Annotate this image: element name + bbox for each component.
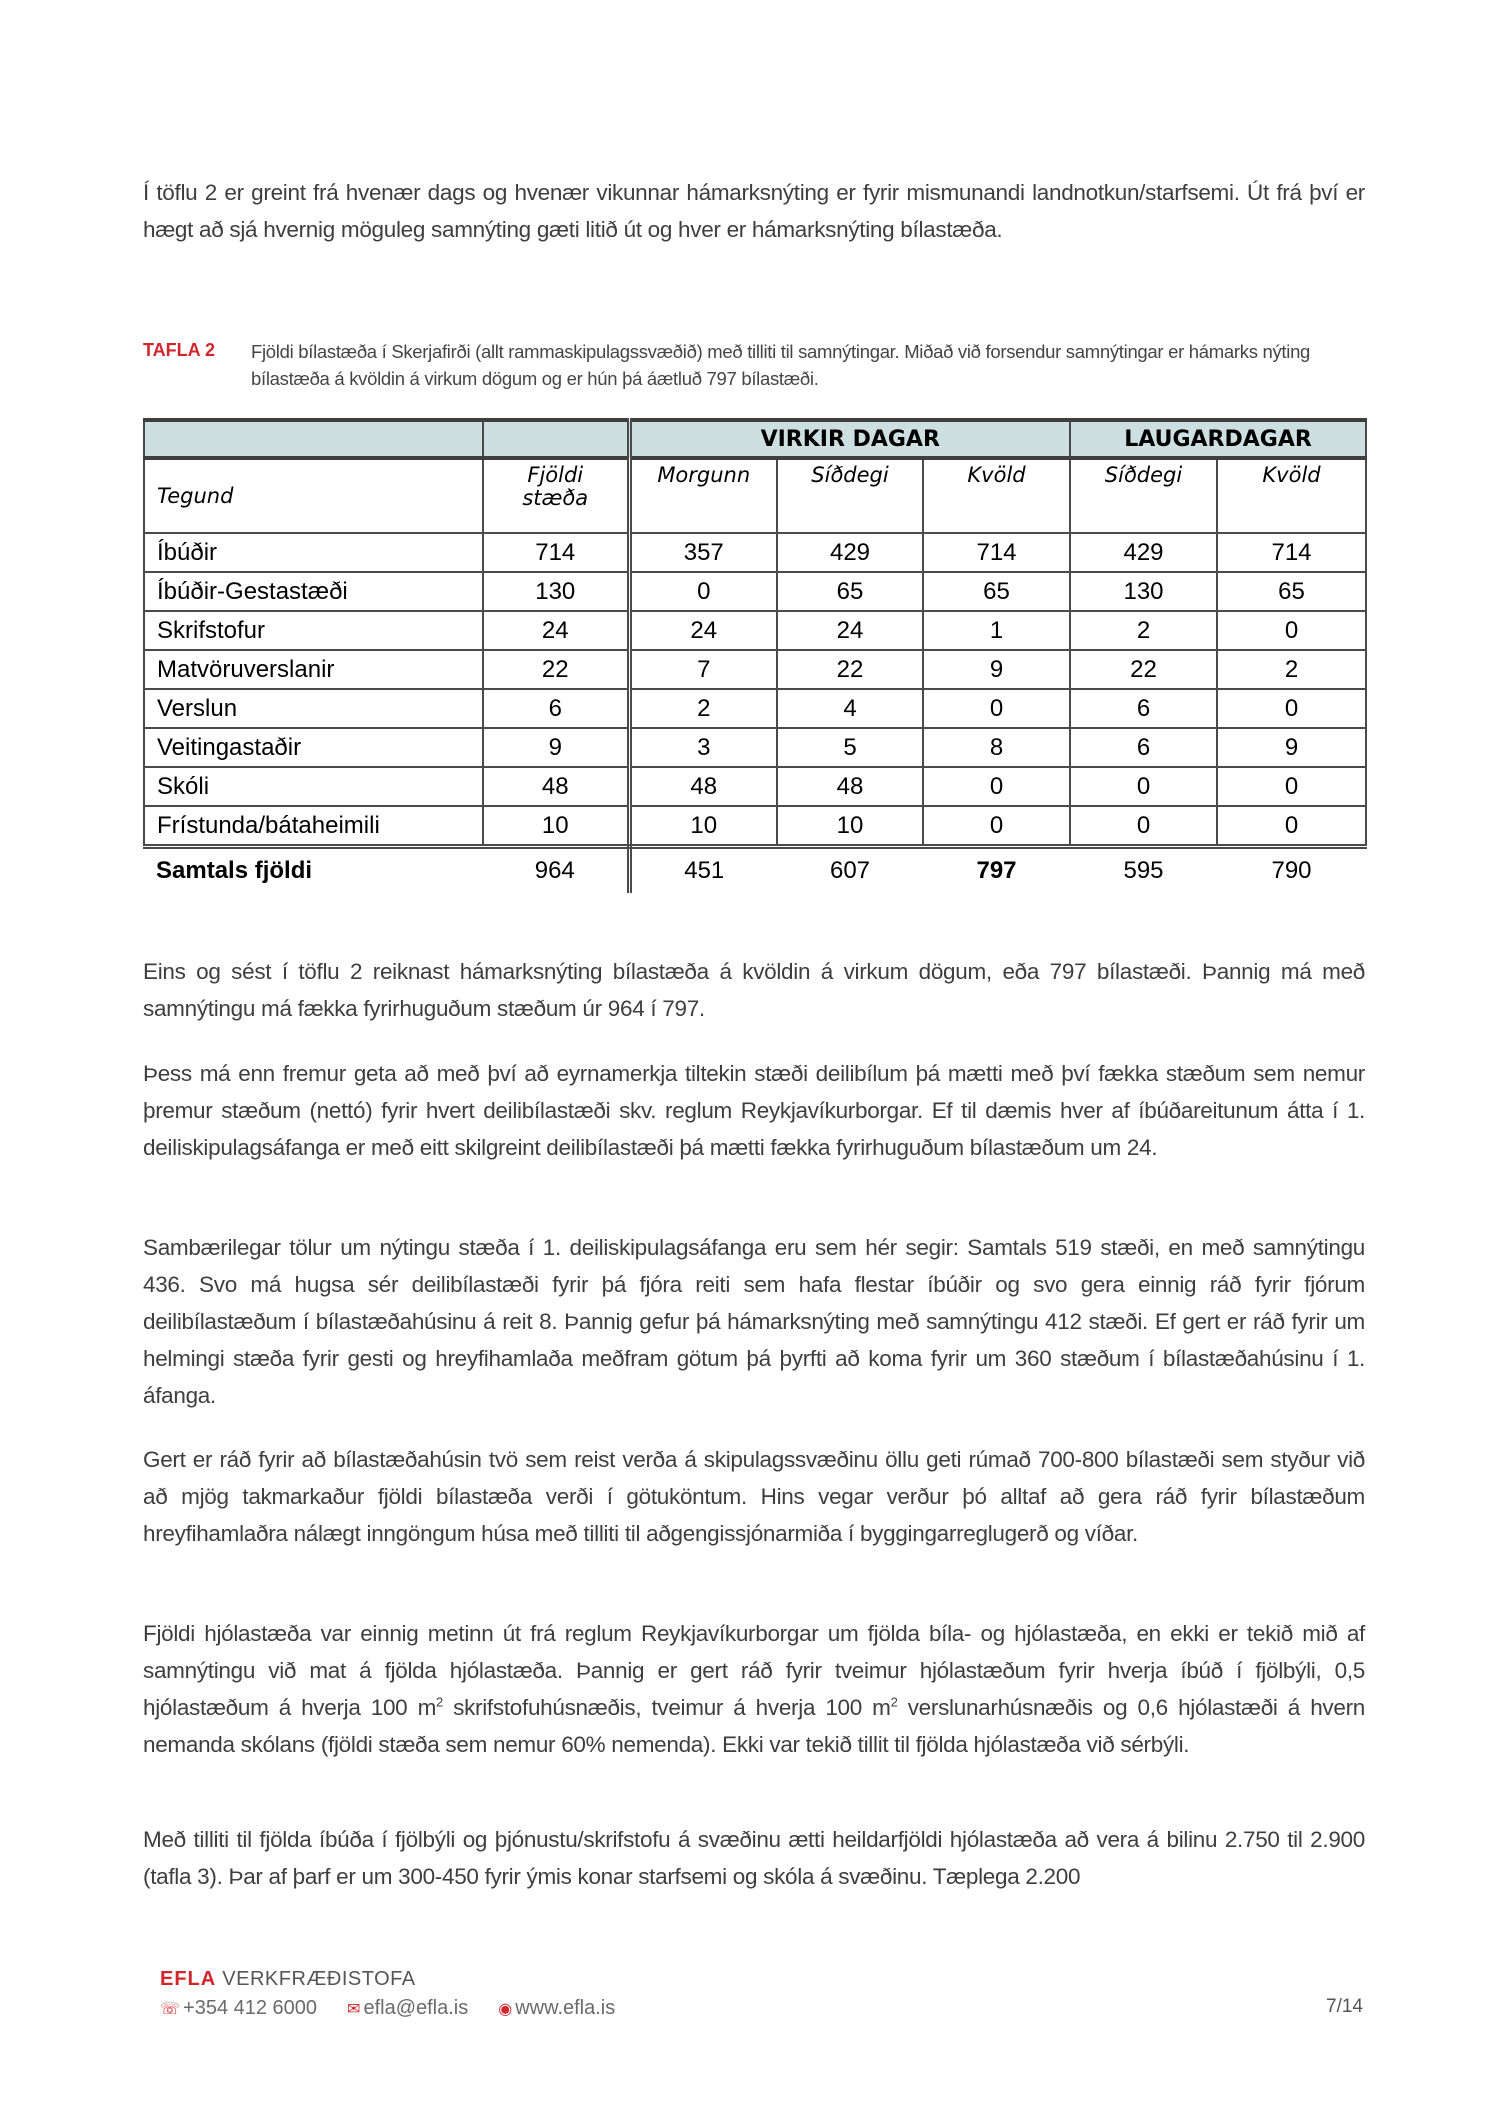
total-wd-evening: 797 [976,857,1017,884]
cell-wd-evening: 9 [923,650,1070,689]
cell-type: Matvöruverslanir [144,650,483,689]
header-sat-evening: Kvöld [1217,458,1366,533]
group-header-row [144,420,1366,458]
cell-sat-afternoon: 6 [1070,689,1217,728]
header-type: Tegund [144,458,483,533]
envelope-icon: ✉ [347,2001,361,2018]
header-wd-evening: Kvöld [923,458,1070,533]
cell-sat-afternoon: 22 [1070,650,1217,689]
cell-wd-morning: 3 [629,728,777,767]
phone-icon: ☏ [160,2001,181,2018]
table-row [144,767,1366,806]
cell-count: 48 [483,767,629,806]
table-row [144,650,1366,689]
cell-wd-evening: 0 [923,689,1070,728]
cell-wd-morning: 10 [629,806,777,847]
total-sat-evening: 790 [1271,857,1312,884]
cell-sat-afternoon: 130 [1070,572,1217,611]
column-header-row [144,458,1366,533]
cell-sat-evening: 0 [1217,611,1366,650]
header-wd-afternoon: Síðdegi [777,458,923,533]
cell-count: 9 [483,728,629,767]
header-count-line1: Fjöldi [527,463,584,487]
paragraph-4: Gert er ráð fyrir að bílastæðahúsin tvö sem reist verða á skipulagssvæðinu öllu geti rúmað 700-800 bílastæði sem styður við að mjög takmarkaður fjöldi bílastæða verði í götuköntum. Hins vegar verður þó alltaf að gera ráð fyrir bílastæðum hreyfihamlaðra nálægt inngöngum húsa með tilliti til aðgengissjónarmiða í byggingarreglugerð og víðar. [143,1447,1365,1546]
cell-count: 10 [483,806,629,847]
cell-type: Íbúðir-Gestastæði [144,572,483,611]
cell-wd-afternoon: 48 [777,767,923,806]
cell-sat-evening: 0 [1217,689,1366,728]
email-link[interactable]: efla@efla.is [363,1997,469,2019]
cell-wd-morning: 7 [629,650,777,689]
cell-wd-evening: 0 [923,767,1070,806]
header-count-line2: stæða [522,486,589,510]
paragraph-1: Eins og sést í töflu 2 reiknast hámarksnýting bílastæða á kvöldin á virkum dögum, eða 797 bílastæði. Þannig má með samnýtingu má fækka fyrirhuguðum stæðum úr 964 í 797. [143,959,1365,1021]
contact-row [160,1997,615,2020]
page-footer [160,1968,615,2020]
cell-count: 714 [483,533,629,572]
globe-icon: ◉ [498,2001,513,2018]
cell-count: 130 [483,572,629,611]
cell-sat-evening: 9 [1217,728,1366,767]
cell-wd-evening: 714 [923,533,1070,572]
paragraph-6: Með tilliti til fjölda íbúða í fjölbýli og þjónustu/skrifstofu á svæðinu ætti heildarfjöldi hjólastæða að vera á bilinu 2.750 til 2.900 (tafla 3). Þar af þarf er um 300-450 fyrir ýmis konar starfsemi og skóla á svæðinu. Tæplega 2.200 [143,1827,1365,1889]
table-row [144,728,1366,767]
company-name: VERKFRÆÐISTOFA [216,1968,416,1990]
cell-sat-evening: 714 [1217,533,1366,572]
total-sat-afternoon: 595 [1123,857,1164,884]
total-wd-afternoon: 607 [829,857,871,884]
cell-sat-evening: 2 [1217,650,1366,689]
cell-count: 22 [483,650,629,689]
cell-wd-evening: 0 [923,806,1070,847]
cell-sat-afternoon: 0 [1070,767,1217,806]
header-sat-afternoon: Síðdegi [1070,458,1217,533]
company-brand [160,1968,615,1991]
cell-wd-afternoon: 5 [777,728,923,767]
phone-number: +354 412 6000 [183,1997,318,2019]
group-header-empty [144,420,483,458]
intro-paragraph: Í töflu 2 er greint frá hvenær dags og hvenær vikunnar hámarksnýting er fyrir mismunandi landnotkun/starfsemi. Út frá því er hægt að sjá hvernig möguleg samnýting gæti litið út og hver er hámarksnýting bílastæða. [143,180,1365,242]
cell-wd-afternoon: 429 [777,533,923,572]
cell-sat-evening: 0 [1217,767,1366,806]
cell-sat-afternoon: 0 [1070,806,1217,847]
paragraph-5-part-b: skrifstofuhúsnæðis, tveimur á hverja 100 m [442,1695,891,1720]
cell-type: Íbúðir [144,533,483,572]
cell-count: 24 [483,611,629,650]
cell-wd-evening: 8 [923,728,1070,767]
cell-wd-evening: 1 [923,611,1070,650]
contact-email[interactable] [347,1997,468,2020]
group-header-saturdays: LAUGARDAGAR [1070,420,1366,458]
superscript-2: 2 [436,1694,443,1710]
cell-wd-afternoon: 10 [777,806,923,847]
paragraph-5-part-a: Fjöldi hjólastæða var einnig metinn út frá reglum Reykjavíkurborgar um fjölda bíla- og hjólastæða, en ekki er tekið mið af samnýtingu við mat á fjölda hjólastæða. Þannig er gert ráð fyrir tveimur hjólastæðum fyrir hverja íbúð í fjölbýli, 0,5 hjólastæðum á hverja 100 m [143,1621,1365,1720]
cell-wd-morning: 0 [629,572,777,611]
cell-wd-morning: 2 [629,689,777,728]
caption-label: TAFLA 2 [143,340,215,360]
cell-wd-morning: 24 [629,611,777,650]
cell-sat-afternoon: 429 [1070,533,1217,572]
cell-type: Skóli [144,767,483,806]
total-wd-morning: 451 [684,857,725,884]
cell-count: 6 [483,689,629,728]
cell-wd-morning: 48 [629,767,777,806]
cell-type: Verslun [144,689,483,728]
company-logo: EFLA [160,1968,217,1990]
cell-wd-afternoon: 65 [777,572,923,611]
cell-wd-morning: 357 [629,533,777,572]
cell-sat-evening: 65 [1217,572,1366,611]
cell-wd-afternoon: 22 [777,650,923,689]
cell-type: Frístunda/bátaheimili [144,806,483,847]
cell-wd-afternoon: 4 [777,689,923,728]
cell-sat-afternoon: 6 [1070,728,1217,767]
group-header-empty [483,420,629,458]
header-wd-morning: Morgunn [629,458,777,533]
table-row [144,572,1366,611]
cell-wd-afternoon: 24 [777,611,923,650]
superscript-2: 2 [890,1694,898,1710]
total-label: Samtals fjöldi [156,857,313,884]
table-row [144,689,1366,728]
header-count [483,458,629,533]
parking-table [143,418,1367,893]
web-link[interactable]: www.efla.is [515,1997,616,2019]
paragraph-5 [143,1615,1365,1763]
table-row [144,806,1366,847]
cell-wd-evening: 65 [923,572,1070,611]
paragraph-2: Þess má enn fremur geta að með því að eyrnamerkja tiltekin stæði deilibílum þá mætti með því fækka stæðum sem nemur þremur stæðum (nettó) fyrir hvert deilibílastæði skv. reglum Reykjavíkurborgar. Ef til dæmis hver af íbúðareitunum átta í 1. deiliskipulagsáfanga er með eitt skilgreint deilibílastæði þá mætti fækka fyrirhuguðum bílastæðum um 24. [143,1061,1365,1160]
paragraph-5-part-c: verslunarhúsnæðis og 0,6 hjólastæði á hvern nemanda skólans (fjöldi stæða sem nemur 60% nemenda). Ekki var tekið tillit til fjölda hjólastæða við sérbýli. [143,1695,1365,1757]
cell-type: Skrifstofur [144,611,483,650]
total-count: 964 [483,847,629,894]
page-number: 7/14 [1326,1996,1363,2017]
cell-sat-afternoon: 2 [1070,611,1217,650]
table-row [144,533,1366,572]
contact-phone [160,1997,317,2020]
caption-text: Fjöldi bílastæða í Skerjafirði (allt rammaskipulagssvæðið) með tilliti til samnýtingar. Miðað við forsendur samnýtingar er hámarks nýting bílastæða á kvöldin á virkum dögum og er hún þá áætluð 797 bílastæði. [251,341,1311,389]
paragraph-3: Sambærilegar tölur um nýtingu stæða í 1. deiliskipulagsáfanga eru sem hér segir: Samtals 519 stæði, en með samnýtingu 436. Svo má hugsa sér deilibílastæði fyrir þá fjóra reiti sem hafa flestar íbúðir og svo gera einnig ráð fyrir fjórum deilibílastæðum í bílastæðahúsinu á reit 8. Þannig gefur þá hámarksnýting með samnýtingu 412 stæði. Ef gert er ráð fyrir um helmingi stæða fyrir gesti og hreyfihamlaða meðfram götum þá þyrfti að koma fyrir um 360 stæðum í bílastæðahúsinu í 1. áfanga. [143,1235,1365,1408]
contact-web[interactable] [498,1997,615,2020]
table-row [144,611,1366,650]
group-header-weekdays: VIRKIR DAGAR [629,420,1070,458]
cell-type: Veitingastaðir [144,728,483,767]
cell-sat-evening: 0 [1217,806,1366,847]
total-row [144,847,1366,894]
